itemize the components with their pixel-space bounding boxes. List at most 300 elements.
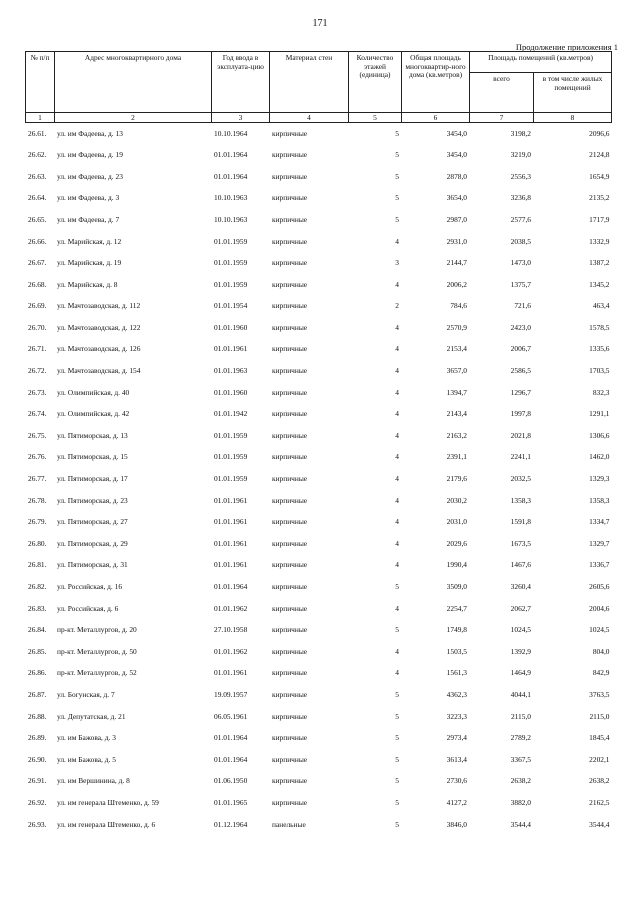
floors-cell: 4 (395, 646, 399, 656)
wall-material-cell: кирпичные (272, 474, 308, 484)
wall-material-cell: кирпичные (272, 344, 308, 354)
table-row (26, 641, 612, 663)
address-cell: ул. Марийская, д. 8 (57, 279, 118, 289)
floors-cell: 5 (395, 171, 399, 181)
floors-cell: 5 (395, 797, 399, 807)
floors-cell: 4 (395, 366, 399, 376)
address-cell: пр-кт. Металлургов, д. 52 (57, 668, 137, 678)
year-cell: 01.01.1961 (214, 560, 248, 570)
address-cell: ул. им Фадеева, д. 13 (57, 128, 123, 138)
total-area-cell: 1561,3 (446, 668, 467, 678)
address-cell: ул. Богунская, д. 7 (57, 689, 115, 699)
floors-cell: 4 (395, 474, 399, 484)
address-cell: пр-кт. Металлургов, д. 20 (57, 625, 137, 635)
wall-material-cell: кирпичные (272, 538, 308, 548)
wall-material-cell: кирпичные (272, 171, 308, 181)
floors-cell: 4 (395, 495, 399, 505)
column-number: 1 (26, 113, 55, 123)
floors-cell: 5 (395, 193, 399, 203)
living-area-cell: 1717,9 (589, 214, 610, 224)
floors-cell: 5 (395, 689, 399, 699)
total-area-cell: 2143,4 (446, 409, 467, 419)
floors-cell: 4 (395, 430, 399, 440)
table-row (26, 512, 612, 534)
floors-cell: 3 (395, 258, 399, 268)
address-cell: ул. Пятиморская, д. 29 (57, 538, 128, 548)
total-area-cell: 3846,0 (446, 819, 467, 829)
row-number: 26.75. (28, 430, 47, 440)
rooms-area-cell: 3882,0 (510, 797, 531, 807)
total-area-cell: 3657,0 (446, 366, 467, 376)
floors-cell: 5 (395, 150, 399, 160)
address-cell: ул. Российская, д. 16 (57, 582, 123, 591)
year-cell: 10.10.1964 (214, 128, 248, 138)
column-number: 4 (270, 113, 349, 123)
address-cell: ул. им Вершинина, д. 8 (57, 776, 130, 786)
column-number: 7 (470, 113, 534, 123)
row-number: 26.86. (28, 668, 47, 678)
address-cell: ул. им Бажова, д. 5 (57, 754, 116, 764)
wall-material-cell: кирпичные (272, 214, 308, 224)
year-cell: 01.01.1954 (214, 301, 248, 311)
wall-material-cell: кирпичные (272, 603, 308, 613)
table-row (26, 490, 612, 512)
rooms-area-cell: 2115,0 (510, 711, 531, 721)
column-number: 2 (55, 113, 212, 123)
header-total-area: Общая площадь многоквартир-ного дома (кв.метров) (402, 52, 470, 113)
total-area-cell: 2878,0 (446, 171, 467, 181)
floors-cell: 4 (395, 538, 399, 548)
row-number: 26.90. (28, 754, 47, 764)
wall-material-cell: кирпичные (272, 193, 308, 203)
wall-material-cell: кирпичные (272, 733, 308, 743)
wall-material-cell: кирпичные (272, 387, 308, 397)
wall-material-cell: кирпичные (272, 258, 308, 268)
row-number: 26.64. (28, 193, 47, 203)
wall-material-cell: кирпичные (272, 301, 308, 311)
wall-material-cell: кирпичные (272, 279, 308, 289)
row-number: 26.61. (28, 128, 47, 138)
rooms-area-cell: 1473,0 (510, 258, 531, 268)
address-cell: ул. Пятиморская, д. 27 (57, 517, 128, 527)
wall-material-cell: кирпичные (272, 560, 308, 570)
row-number: 26.88. (28, 711, 47, 721)
table-row (26, 166, 612, 188)
table-row (26, 663, 612, 685)
living-area-cell: 1845,4 (589, 733, 610, 743)
total-area-cell: 4362,3 (446, 689, 467, 699)
total-area-cell: 3613,4 (446, 754, 467, 764)
row-number: 26.69. (28, 301, 47, 311)
address-cell: ул. Пятиморская, д. 31 (57, 560, 128, 570)
total-area-cell: 2163,2 (446, 430, 467, 440)
living-area-cell: 1358,3 (589, 495, 610, 505)
row-number: 26.84. (28, 625, 47, 635)
address-cell: ул. Пятиморская, д. 23 (57, 495, 128, 505)
total-area-cell: 2254,7 (446, 603, 467, 613)
total-area-cell: 2570,9 (446, 322, 467, 332)
rooms-area-cell: 1375,7 (510, 279, 531, 289)
rooms-area-cell: 2423,0 (510, 322, 531, 332)
floors-cell: 4 (395, 668, 399, 678)
header-material: Материал стен (270, 52, 349, 113)
floors-cell: 5 (395, 819, 399, 829)
rooms-area-cell: 2586,5 (510, 366, 531, 376)
rooms-area-cell: 3544,4 (510, 819, 531, 829)
floors-cell: 5 (395, 214, 399, 224)
rooms-area-cell: 2038,5 (510, 236, 531, 246)
rooms-area-cell: 3367,5 (510, 754, 531, 764)
address-cell: ул. Мачтозаводская, д. 122 (57, 322, 141, 332)
living-area-cell: 1387,2 (589, 258, 610, 268)
total-area-cell: 3654,0 (446, 193, 467, 203)
living-area-cell: 2202,1 (589, 754, 610, 764)
table-row (26, 684, 612, 706)
total-area-cell: 1990,4 (446, 560, 467, 570)
rooms-area-cell: 1467,6 (510, 560, 531, 570)
rooms-area-cell: 1464,9 (510, 668, 531, 678)
total-area-cell: 2973,4 (446, 733, 467, 743)
row-number: 26.80. (28, 538, 47, 548)
year-cell: 27.10.1958 (214, 625, 248, 635)
rooms-area-cell: 3219,0 (510, 150, 531, 160)
living-area-cell: 2004,6 (589, 603, 610, 613)
table-row (26, 339, 612, 361)
table-row (26, 317, 612, 339)
living-area-cell: 2124,8 (589, 150, 610, 160)
row-number: 26.71. (28, 344, 47, 354)
living-area-cell: 1654,9 (589, 171, 610, 181)
rooms-area-cell: 721,6 (514, 301, 531, 311)
wall-material-cell: кирпичные (272, 646, 308, 656)
row-number: 26.87. (28, 689, 47, 699)
living-area-cell: 463,4 (592, 301, 610, 311)
living-area-cell: 1024,5 (589, 625, 610, 635)
rooms-area-cell: 3260,4 (510, 582, 531, 591)
rooms-area-cell: 3198,2 (510, 128, 531, 138)
living-area-cell: 1336,7 (589, 560, 610, 570)
address-cell: ул. им Фадеева, д. 23 (57, 171, 123, 181)
wall-material-cell: кирпичные (272, 150, 308, 160)
floors-cell: 4 (395, 344, 399, 354)
total-area-cell: 1394,7 (446, 387, 467, 397)
table-row (26, 728, 612, 750)
column-number: 3 (212, 113, 270, 123)
address-cell: ул. Олимпийская, д. 42 (57, 409, 130, 419)
rooms-area-cell: 1358,3 (510, 495, 531, 505)
year-cell: 01.01.1960 (214, 387, 248, 397)
year-cell: 19.09.1957 (214, 689, 248, 699)
floors-cell: 4 (395, 452, 399, 462)
address-cell: ул. им Бажова, д. 3 (57, 733, 116, 743)
floors-cell: 4 (395, 387, 399, 397)
row-number: 26.66. (28, 236, 47, 246)
total-area-cell: 3223,3 (446, 711, 467, 721)
living-area-cell: 1578,5 (589, 322, 610, 332)
table-row (26, 469, 612, 491)
row-number: 26.70. (28, 322, 47, 332)
row-number: 26.77. (28, 474, 47, 484)
floors-cell: 4 (395, 236, 399, 246)
rooms-area-cell: 1673,5 (510, 538, 531, 548)
table-row (26, 123, 612, 145)
address-cell: ул. им Фадеева, д. 3 (57, 193, 120, 203)
living-area-cell: 1345,2 (589, 279, 610, 289)
living-area-cell: 1462,0 (589, 452, 610, 462)
total-area-cell: 2031,0 (446, 517, 467, 527)
row-number: 26.91. (28, 776, 47, 786)
total-area-cell: 3454,0 (446, 150, 467, 160)
floors-cell: 5 (395, 733, 399, 743)
row-number: 26.67. (28, 258, 47, 268)
column-number: 5 (349, 113, 402, 123)
year-cell: 01.01.1961 (214, 538, 248, 548)
table-row (26, 209, 612, 231)
living-area-cell: 3763,5 (589, 689, 610, 699)
total-area-cell: 1749,8 (446, 625, 467, 635)
rooms-area-cell: 2577,6 (510, 214, 531, 224)
rooms-area-cell: 3236,8 (510, 193, 531, 203)
total-area-cell: 4127,2 (446, 797, 467, 807)
address-cell: ул. им Фадеева, д. 19 (57, 150, 123, 160)
total-area-cell: 1503,5 (446, 646, 467, 656)
living-area-cell: 804,0 (592, 646, 610, 656)
table-row (26, 598, 612, 620)
wall-material-cell: кирпичные (272, 430, 308, 440)
wall-material-cell: кирпичные (272, 689, 308, 699)
row-number: 26.92. (28, 797, 47, 807)
table-row (26, 814, 612, 836)
year-cell: 01.01.1961 (214, 495, 248, 505)
row-number: 26.83. (28, 603, 47, 613)
table-row (26, 533, 612, 555)
address-cell: ул. им Фадеева, д. 7 (57, 214, 120, 224)
total-area-cell: 2391,1 (446, 452, 467, 462)
wall-material-cell: кирпичные (272, 776, 308, 786)
rooms-area-cell: 2556,3 (510, 171, 531, 181)
year-cell: 01.01.1962 (214, 646, 248, 656)
year-cell: 01.01.1942 (214, 409, 248, 419)
year-cell: 01.01.1959 (214, 452, 248, 462)
header-rooms-living: в том числе жилых помещений (534, 73, 612, 113)
table-row (26, 231, 612, 253)
year-cell: 01.01.1964 (214, 150, 248, 160)
table-row (26, 404, 612, 426)
page-number: 171 (312, 18, 328, 29)
floors-cell: 4 (395, 322, 399, 332)
floors-cell: 4 (395, 409, 399, 419)
total-area-cell: 2987,0 (446, 214, 467, 224)
table-row (26, 576, 612, 598)
year-cell: 01.01.1964 (214, 171, 248, 181)
total-area-cell: 2029,6 (446, 538, 467, 548)
row-number: 26.73. (28, 387, 47, 397)
rooms-area-cell: 2062,7 (510, 603, 531, 613)
floors-cell: 2 (395, 301, 399, 311)
rooms-area-cell: 4044,1 (510, 689, 531, 699)
total-area-cell: 2730,6 (446, 776, 467, 786)
address-cell: ул. Мачтозаводская, д. 154 (57, 366, 141, 376)
table-body (26, 123, 612, 836)
floors-cell: 5 (395, 582, 399, 591)
year-cell: 01.01.1964 (214, 733, 248, 743)
year-cell: 10.10.1963 (214, 214, 248, 224)
address-cell: ул. Пятиморская, д. 13 (57, 430, 128, 440)
floors-cell: 4 (395, 603, 399, 613)
floors-cell: 5 (395, 776, 399, 786)
rooms-area-cell: 2021,8 (510, 430, 531, 440)
living-area-cell: 2638,2 (589, 776, 610, 786)
address-cell: ул. Российская, д. 6 (57, 603, 119, 613)
living-area-cell: 1329,7 (589, 538, 610, 548)
living-area-cell: 2135,2 (589, 193, 610, 203)
table-row (26, 749, 612, 771)
wall-material-cell: кирпичные (272, 797, 308, 807)
floors-cell: 5 (395, 754, 399, 764)
table-row (26, 361, 612, 383)
row-number: 26.85. (28, 646, 47, 656)
rooms-area-cell: 1997,8 (510, 409, 531, 419)
row-number: 26.65. (28, 214, 47, 224)
header-num: № п/п (26, 52, 55, 113)
year-cell: 01.01.1959 (214, 236, 248, 246)
table-row (26, 188, 612, 210)
total-area-cell: 2179,6 (446, 474, 467, 484)
wall-material-cell: кирпичные (272, 495, 308, 505)
table-row (26, 425, 612, 447)
living-area-cell: 1335,6 (589, 344, 610, 354)
total-area-cell: 784,6 (450, 301, 467, 311)
floors-cell: 5 (395, 625, 399, 635)
row-number: 26.81. (28, 560, 47, 570)
rooms-area-cell: 1296,7 (510, 387, 531, 397)
address-cell: ул. им генерала Штеменко, д. 6 (57, 819, 156, 829)
row-number: 26.76. (28, 452, 47, 462)
address-cell: ул. Марийская, д. 12 (57, 236, 122, 246)
year-cell: 01.01.1963 (214, 366, 248, 376)
table-row (26, 447, 612, 469)
row-number: 26.63. (28, 171, 47, 181)
living-area-cell: 1334,7 (589, 517, 610, 527)
living-area-cell: 2605,6 (589, 582, 610, 591)
row-number: 26.89. (28, 733, 47, 743)
table-row (26, 296, 612, 318)
address-cell: ул. Мачтозаводская, д. 126 (57, 344, 141, 354)
wall-material-cell: кирпичные (272, 582, 308, 591)
address-cell: ул. Мачтозаводская, д. 112 (57, 301, 141, 311)
row-number: 26.62. (28, 150, 47, 160)
table-row (26, 792, 612, 814)
rooms-area-cell: 1392,9 (510, 646, 531, 656)
table-row (26, 706, 612, 728)
living-area-cell: 2115,0 (589, 711, 610, 721)
wall-material-cell: кирпичные (272, 366, 308, 376)
year-cell: 01.01.1961 (214, 668, 248, 678)
header-floors: Количество этажей (единица) (349, 52, 402, 113)
rooms-area-cell: 1591,8 (510, 517, 531, 527)
year-cell: 01.06.1950 (214, 776, 248, 786)
address-cell: пр-кт. Металлургов, д. 50 (57, 646, 137, 656)
wall-material-cell: кирпичные (272, 517, 308, 527)
living-area-cell: 832,3 (592, 387, 610, 397)
year-cell: 01.01.1961 (214, 344, 248, 354)
floors-cell: 5 (395, 128, 399, 138)
row-number: 26.82. (28, 582, 47, 591)
wall-material-cell: кирпичные (272, 128, 308, 138)
continuation-note: Продолжение приложения 1 (515, 42, 618, 52)
year-cell: 06.05.1961 (214, 711, 248, 721)
total-area-cell: 2931,0 (446, 236, 467, 246)
floors-cell: 5 (395, 711, 399, 721)
row-number: 26.93. (28, 819, 47, 829)
year-cell: 01.01.1959 (214, 430, 248, 440)
row-number: 26.68. (28, 279, 47, 289)
table-row (26, 253, 612, 275)
row-number: 26.78. (28, 495, 47, 505)
total-area-cell: 2144,7 (446, 258, 467, 268)
total-area-cell: 3454,0 (446, 128, 467, 138)
living-area-cell: 1291,1 (589, 409, 610, 419)
rooms-area-cell: 2789,2 (510, 733, 531, 743)
header-year: Год ввода в эксплуата-цию (212, 52, 270, 113)
living-area-cell: 2096,6 (589, 128, 610, 138)
rooms-area-cell: 2032,5 (510, 474, 531, 484)
year-cell: 01.01.1962 (214, 603, 248, 613)
total-area-cell: 3509,0 (446, 582, 467, 591)
total-area-cell: 2153,4 (446, 344, 467, 354)
address-cell: ул. Пятиморская, д. 17 (57, 474, 128, 484)
wall-material-cell: кирпичные (272, 322, 308, 332)
address-cell: ул. Пятиморская, д. 15 (57, 452, 128, 462)
living-area-cell: 2162,5 (589, 797, 610, 807)
housing-register-table (25, 51, 612, 836)
rooms-area-cell: 2006,7 (510, 344, 531, 354)
floors-cell: 4 (395, 279, 399, 289)
address-cell: ул. Марийская, д. 19 (57, 258, 122, 268)
wall-material-cell: кирпичные (272, 409, 308, 419)
living-area-cell: 842,9 (592, 668, 610, 678)
address-cell: ул. Депутатская, д. 21 (57, 711, 126, 721)
header-address: Адрес многоквартирного дома (55, 52, 212, 113)
year-cell: 01.01.1959 (214, 474, 248, 484)
living-area-cell: 3544,4 (589, 819, 610, 829)
year-cell: 01.01.1959 (214, 279, 248, 289)
table-row (26, 145, 612, 167)
floors-cell: 4 (395, 560, 399, 570)
year-cell: 01.01.1961 (214, 517, 248, 527)
wall-material-cell: кирпичные (272, 236, 308, 246)
year-cell: 01.01.1959 (214, 258, 248, 268)
row-number: 26.74. (28, 409, 47, 419)
address-cell: ул. Олимпийская, д. 40 (57, 387, 130, 397)
rooms-area-cell: 2638,2 (510, 776, 531, 786)
year-cell: 01.01.1960 (214, 322, 248, 332)
wall-material-cell: кирпичные (272, 452, 308, 462)
year-cell: 01.01.1965 (214, 797, 248, 807)
column-number: 6 (402, 113, 470, 123)
header-rooms-all: всего (470, 73, 534, 113)
year-cell: 10.10.1963 (214, 193, 248, 203)
table-row (26, 555, 612, 577)
table-row (26, 771, 612, 793)
wall-material-cell: кирпичные (272, 668, 308, 678)
column-number: 8 (534, 113, 612, 123)
living-area-cell: 1329,3 (589, 474, 610, 484)
header-rooms-area: Площадь помещений (кв.метров) (470, 52, 612, 73)
row-number: 26.79. (28, 517, 47, 527)
table-row (26, 620, 612, 642)
living-area-cell: 1703,5 (589, 366, 610, 376)
